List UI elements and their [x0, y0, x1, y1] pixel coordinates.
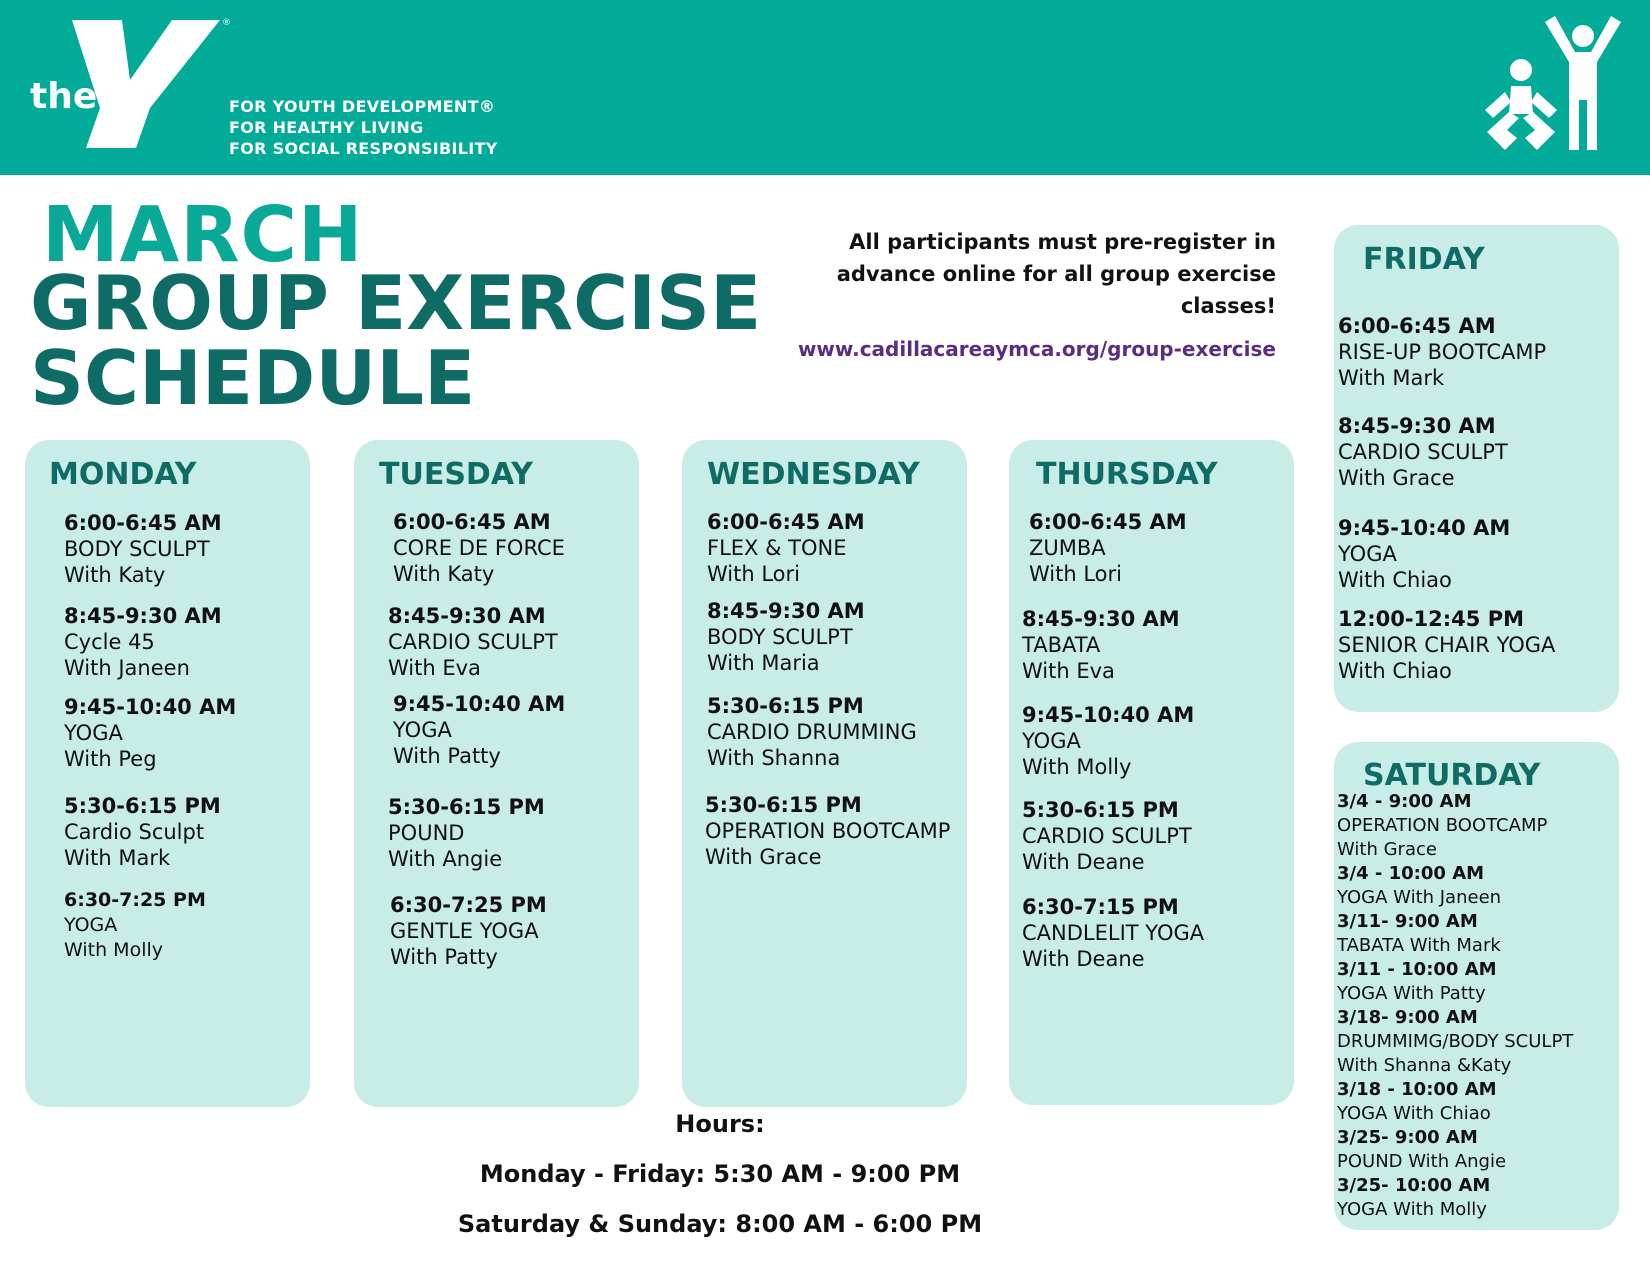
class-name: CANDLELIT YOGA: [1022, 921, 1205, 945]
class-name: YOGA: [1338, 542, 1397, 566]
class-instructor: With Molly: [1022, 755, 1132, 779]
class-name: CARDIO SCULPT: [1022, 824, 1192, 848]
class-instructor: With Grace: [1338, 466, 1455, 490]
class-instructor: With Molly: [64, 939, 163, 961]
class-name: BODY SCULPT: [707, 625, 853, 649]
class-time: 6:00-6:45 AM: [1029, 510, 1187, 534]
class-name: YOGA: [64, 721, 123, 745]
class-time: 9:45-10:40 AM: [1338, 516, 1511, 540]
class-entry: [705, 792, 950, 870]
day-title-wednesday: WEDNESDAY: [707, 457, 920, 492]
class-name: Cycle 45: [64, 630, 155, 654]
class-instructor: With Patty: [393, 744, 501, 768]
class-instructor: With Chiao: [1338, 568, 1452, 592]
saturday-class-list: [1337, 790, 1573, 1222]
ymca-logo: [26, 18, 231, 158]
class-name: GENTLE YOGA: [390, 919, 539, 943]
class-instructor: With Katy: [64, 563, 166, 587]
class-entry: [707, 598, 865, 676]
class-entry: [390, 892, 547, 970]
class-name: RISE-UP BOOTCAMP: [1338, 340, 1547, 364]
logo-ymca-text: YMCA: [157, 118, 183, 153]
group-exercise-link[interactable]: www.cadillacareaymca.org/group-exercise: [797, 337, 1276, 361]
tagline-healthy: FOR HEALTHY LIVING: [229, 118, 424, 137]
class-entry: [1029, 509, 1187, 587]
class-instructor: With Peg: [64, 747, 157, 771]
day-title-monday: MONDAY: [49, 457, 197, 492]
class-instructor: With Chiao: [1338, 659, 1452, 683]
class-instructor: With Grace: [705, 845, 822, 869]
class-entry: [707, 693, 917, 771]
class-name: YOGA: [393, 718, 452, 742]
class-instructor: With Eva: [388, 656, 481, 680]
class-instructor: With Angie: [388, 847, 503, 871]
sat-line: 3/25- 10:00 AM: [1337, 1175, 1491, 1196]
class-entry: [1338, 606, 1555, 684]
class-entry: [1022, 702, 1194, 780]
day-title-tuesday: TUESDAY: [379, 457, 533, 492]
sat-line: 3/4 - 10:00 AM: [1337, 863, 1485, 884]
class-entry: [393, 509, 565, 587]
class-entry: [1338, 313, 1546, 391]
class-time: 8:45-9:30 AM: [707, 599, 865, 623]
class-time: 5:30-6:15 PM: [1022, 798, 1179, 822]
title-month: MARCH: [42, 191, 364, 280]
sat-line: 3/11- 9:00 AM: [1337, 911, 1478, 932]
class-name: CARDIO SCULPT: [1338, 440, 1508, 464]
class-instructor: With Katy: [393, 562, 495, 586]
class-instructor: With Lori: [707, 562, 801, 586]
class-entry: [393, 691, 565, 769]
class-instructor: With Mark: [1338, 366, 1445, 390]
class-instructor: With Patty: [390, 945, 498, 969]
hours-label: Hours:: [675, 1110, 765, 1138]
class-time: 8:45-9:30 AM: [1022, 607, 1180, 631]
class-instructor: With Maria: [707, 651, 820, 675]
class-entry: [64, 793, 221, 871]
class-entry: [388, 603, 558, 681]
class-time: 6:00-6:45 AM: [707, 510, 865, 534]
class-instructor: With Shanna: [707, 746, 841, 770]
sat-line: 3/4 - 9:00 AM: [1337, 791, 1472, 812]
class-time: 6:30-7:25 PM: [64, 889, 206, 911]
sat-line: YOGA With Patty: [1337, 983, 1486, 1004]
class-entry: [707, 509, 865, 587]
class-name: FLEX & TONE: [707, 536, 847, 560]
class-instructor: With Deane: [1022, 850, 1145, 874]
sat-line: 3/18- 9:00 AM: [1337, 1007, 1478, 1028]
class-time: 6:00-6:45 AM: [64, 511, 222, 535]
class-time: 9:45-10:40 AM: [393, 692, 566, 716]
sat-line: With Shanna &Katy: [1337, 1055, 1512, 1076]
class-entry: [64, 888, 206, 963]
sat-line: 3/11 - 10:00 AM: [1337, 959, 1497, 980]
class-name: OPERATION BOOTCAMP: [705, 819, 951, 843]
notice-line: All participants must pre-register in: [849, 230, 1276, 254]
class-time: 9:45-10:40 AM: [64, 695, 237, 719]
exercise-figures-icon: [1475, 14, 1635, 164]
title-schedule: SCHEDULE: [30, 334, 476, 422]
class-instructor: With Mark: [64, 846, 171, 870]
class-entry: [1022, 797, 1192, 875]
class-name: CORE DE FORCE: [393, 536, 565, 560]
facility-hours: [360, 1110, 1080, 1260]
class-entry: [64, 510, 222, 588]
class-time: 6:00-6:45 AM: [393, 510, 551, 534]
logo-registered-mark: ®: [222, 18, 231, 28]
class-entry: [64, 603, 222, 681]
class-instructor: With Eva: [1022, 659, 1115, 683]
class-name: ZUMBA: [1029, 536, 1106, 560]
hours-weekend: Saturday & Sunday: 8:00 AM - 6:00 PM: [457, 1210, 983, 1238]
class-time: 6:30-7:15 PM: [1022, 895, 1179, 919]
class-name: Cardio Sculpt: [64, 820, 205, 844]
tagline-social: FOR SOCIAL RESPONSIBILITY: [229, 139, 498, 158]
class-name: CARDIO DRUMMING: [707, 720, 917, 744]
sat-line: POUND With Angie: [1337, 1151, 1507, 1172]
class-time: 9:45-10:40 AM: [1022, 703, 1195, 727]
class-instructor: With Lori: [1029, 562, 1123, 586]
class-name: POUND: [388, 821, 465, 845]
class-time: 5:30-6:15 PM: [388, 795, 545, 819]
class-time: 8:45-9:30 AM: [1338, 414, 1496, 438]
class-time: 5:30-6:15 PM: [64, 794, 221, 818]
title-group-exercise: GROUP EXERCISE: [30, 259, 762, 347]
class-time: 12:00-12:45 PM: [1338, 607, 1525, 631]
day-title-friday: FRIDAY: [1363, 242, 1485, 277]
sat-line: YOGA With Janeen: [1337, 887, 1502, 908]
class-name: YOGA: [1022, 729, 1081, 753]
class-name: TABATA: [1022, 633, 1101, 657]
sat-line: 3/25- 9:00 AM: [1337, 1127, 1478, 1148]
sat-line: OPERATION BOOTCAMP: [1337, 815, 1548, 836]
class-time: 6:00-6:45 AM: [1338, 314, 1496, 338]
class-entry: [1338, 515, 1510, 593]
class-time: 5:30-6:15 PM: [705, 793, 862, 817]
class-time: 8:45-9:30 AM: [388, 604, 546, 628]
class-instructor: With Deane: [1022, 947, 1145, 971]
class-name: YOGA: [64, 914, 118, 936]
class-time: 6:30-7:25 PM: [390, 893, 547, 917]
preregister-notice: [780, 226, 1276, 322]
sat-line: TABATA With Mark: [1337, 935, 1501, 956]
notice-line: classes!: [1180, 294, 1276, 318]
sat-line: 3/18 - 10:00 AM: [1337, 1079, 1497, 1100]
day-title-saturday: SATURDAY: [1363, 758, 1541, 793]
class-time: 5:30-6:15 PM: [707, 694, 864, 718]
ymca-taglines: [229, 96, 498, 159]
sat-line: YOGA With Molly: [1337, 1199, 1487, 1220]
class-entry: [64, 694, 236, 772]
day-title-thursday: THURSDAY: [1036, 457, 1218, 492]
class-name: BODY SCULPT: [64, 537, 210, 561]
class-name: CARDIO SCULPT: [388, 630, 558, 654]
class-entry: [388, 794, 545, 872]
class-entry: [1022, 606, 1180, 684]
sat-line: With Grace: [1337, 839, 1437, 860]
hours-weekday: Monday - Friday: 5:30 AM - 9:00 PM: [479, 1160, 961, 1188]
sat-line: YOGA With Chiao: [1337, 1103, 1491, 1124]
class-name: SENIOR CHAIR YOGA: [1338, 633, 1556, 657]
class-entry: [1022, 894, 1204, 972]
sat-line: DRUMMIMG/BODY SCULPT: [1337, 1031, 1574, 1052]
class-time: 8:45-9:30 AM: [64, 604, 222, 628]
notice-line: advance online for all group exercise: [836, 262, 1276, 286]
class-entry: [1338, 413, 1508, 491]
tagline-youth: FOR YOUTH DEVELOPMENT®: [229, 97, 496, 116]
logo-the-text: the: [30, 76, 98, 117]
class-instructor: With Janeen: [64, 656, 190, 680]
